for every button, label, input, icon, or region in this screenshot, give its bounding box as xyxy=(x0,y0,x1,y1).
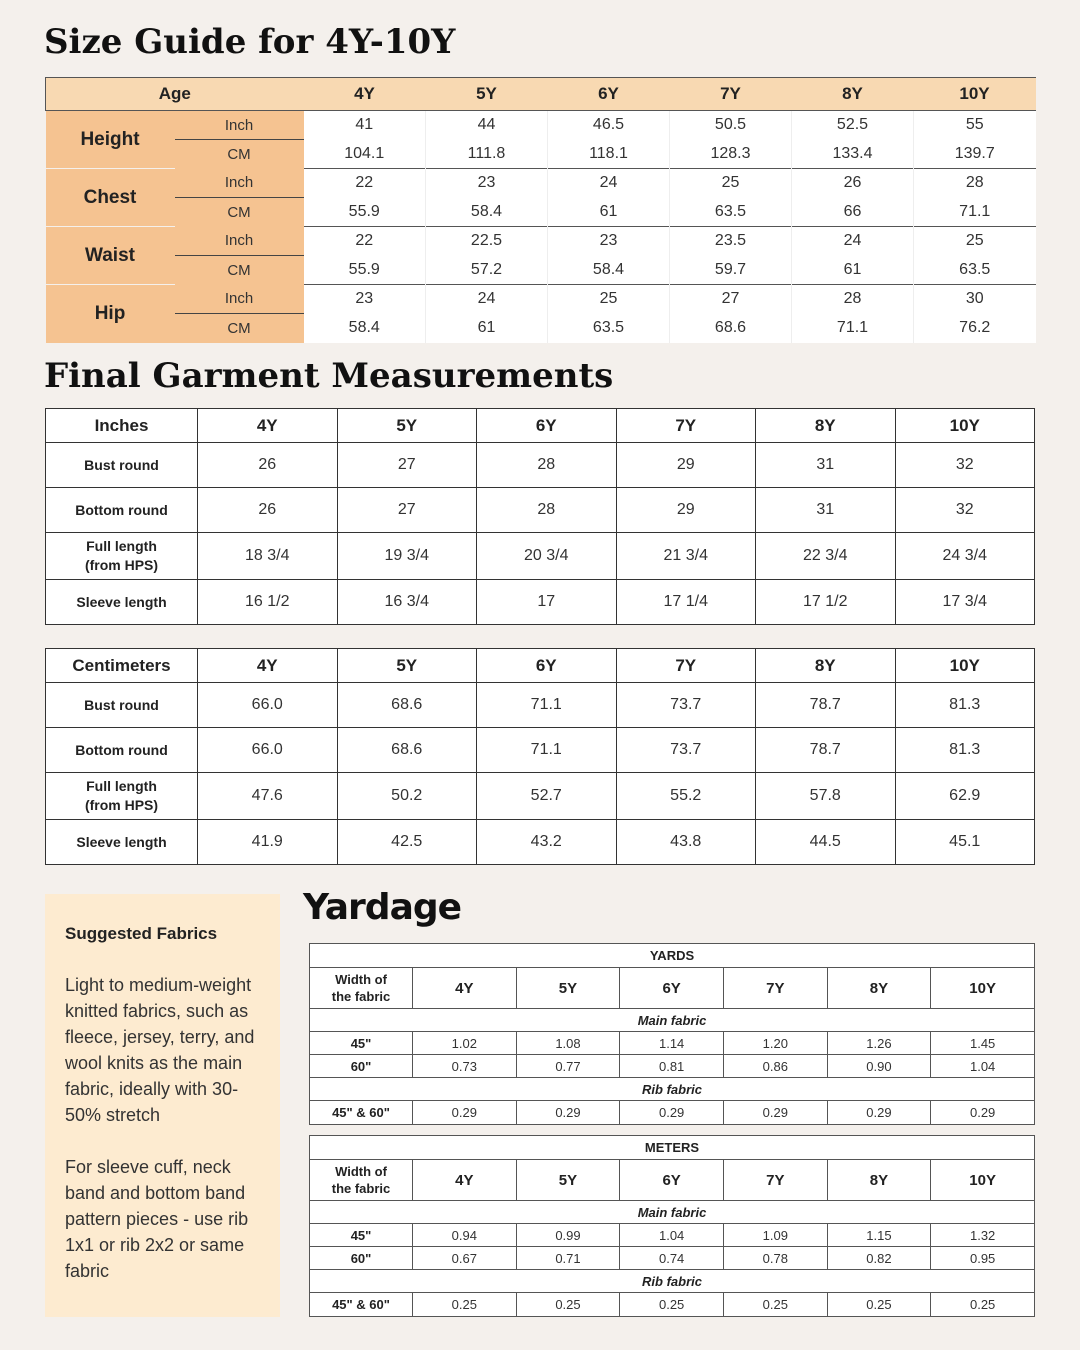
row-label xyxy=(46,443,198,488)
value-cell: 29 xyxy=(616,488,756,533)
value-cell: 16 1/2 xyxy=(198,580,338,625)
row-label xyxy=(46,728,198,773)
value-cell: 21 3/4 xyxy=(616,533,756,580)
value-cell: 68.6 xyxy=(337,683,477,728)
value-cell: 57.2 xyxy=(426,256,548,285)
row-label xyxy=(46,820,198,865)
rib-fabric-label: Rib fabric xyxy=(310,1270,1035,1293)
value-cell: 0.78 xyxy=(723,1247,827,1270)
centimeters-measurement-table xyxy=(45,648,1035,865)
value-cell: 25 xyxy=(670,169,792,198)
row-label-text: Bust round xyxy=(84,696,159,713)
size-header-6y: 6Y xyxy=(477,409,617,443)
value-cell: 55 xyxy=(914,111,1036,140)
value-cell: 55.9 xyxy=(304,198,426,227)
row-label-text: Full length xyxy=(86,778,157,794)
size-header-4y: 4Y xyxy=(413,968,517,1009)
value-cell: 28 xyxy=(477,488,617,533)
value-cell: 0.25 xyxy=(516,1293,620,1317)
size-guide-table xyxy=(45,77,1036,343)
value-cell: 59.7 xyxy=(670,256,792,285)
value-cell: 57.8 xyxy=(756,773,896,820)
value-cell: 66 xyxy=(792,198,914,227)
value-cell: 30 xyxy=(914,285,1036,314)
value-cell: 18 3/4 xyxy=(198,533,338,580)
unit-label-inch: Inch xyxy=(175,169,304,198)
value-cell: 0.25 xyxy=(620,1293,724,1317)
unit-label-cm: CM xyxy=(175,314,304,343)
value-cell: 41.9 xyxy=(198,820,338,865)
unit-label-inch: Inch xyxy=(175,227,304,256)
value-cell: 0.74 xyxy=(620,1247,724,1270)
value-cell: 0.81 xyxy=(620,1055,724,1078)
value-cell: 27 xyxy=(337,488,477,533)
value-cell: 63.5 xyxy=(914,256,1036,285)
width-row-label: 45" & 60" xyxy=(310,1293,413,1317)
row-label-text: Bottom round xyxy=(75,741,168,758)
value-cell: 1.32 xyxy=(931,1224,1035,1247)
value-cell: 27 xyxy=(670,285,792,314)
value-cell: 68.6 xyxy=(337,728,477,773)
value-cell: 0.25 xyxy=(827,1293,931,1317)
value-cell: 23.5 xyxy=(670,227,792,256)
width-label xyxy=(310,968,413,1009)
row-label-subtext: (from HPS) xyxy=(84,797,159,813)
value-cell: 62.9 xyxy=(895,773,1035,820)
suggested-fabrics-panel xyxy=(45,894,280,1317)
size-header-5y: 5Y xyxy=(516,1160,620,1201)
width-label-line1: Width of xyxy=(335,972,387,987)
value-cell: 1.26 xyxy=(827,1032,931,1055)
value-cell: 17 1/2 xyxy=(756,580,896,625)
table-row xyxy=(46,443,1035,488)
size-header-6y: 6Y xyxy=(548,78,670,111)
section-title: METERS xyxy=(310,1136,1035,1160)
value-cell: 46.5 xyxy=(548,111,670,140)
size-header-7y: 7Y xyxy=(723,968,827,1009)
size-header-4y: 4Y xyxy=(413,1160,517,1201)
value-cell: 71.1 xyxy=(477,683,617,728)
value-cell: 66.0 xyxy=(198,683,338,728)
value-cell: 66.0 xyxy=(198,728,338,773)
table-row xyxy=(310,1247,1035,1270)
row-label xyxy=(46,533,198,580)
size-header-5y: 5Y xyxy=(516,968,620,1009)
row-label xyxy=(46,580,198,625)
value-cell: 118.1 xyxy=(548,140,670,169)
value-cell: 50.5 xyxy=(670,111,792,140)
value-cell: 0.29 xyxy=(723,1101,827,1125)
value-cell: 44.5 xyxy=(756,820,896,865)
value-cell: 29 xyxy=(616,443,756,488)
value-cell: 23 xyxy=(426,169,548,198)
size-header-8y: 8Y xyxy=(827,968,931,1009)
yardage-title: Yardage xyxy=(303,887,462,928)
unit-label-cm: CM xyxy=(175,256,304,285)
value-cell: 71.1 xyxy=(914,198,1036,227)
main-fabric-description: Light to medium-weight knitted fabrics, such as fleece, jersey, terry, and wool knits as the main fabric, ideally with 30-50% stretch xyxy=(65,975,255,1125)
rib-fabric-label: Rib fabric xyxy=(310,1078,1035,1101)
value-cell: 25 xyxy=(548,285,670,314)
value-cell: 0.73 xyxy=(413,1055,517,1078)
value-cell: 0.99 xyxy=(516,1224,620,1247)
value-cell: 1.45 xyxy=(931,1032,1035,1055)
value-cell: 0.29 xyxy=(516,1101,620,1125)
value-cell: 22.5 xyxy=(426,227,548,256)
value-cell: 0.90 xyxy=(827,1055,931,1078)
main-fabric-label: Main fabric xyxy=(310,1201,1035,1224)
value-cell: 0.71 xyxy=(516,1247,620,1270)
value-cell: 1.14 xyxy=(620,1032,724,1055)
yards-table xyxy=(309,943,1035,1125)
value-cell: 25 xyxy=(914,227,1036,256)
table-row xyxy=(310,1224,1035,1247)
width-label-line1: Width of xyxy=(335,1164,387,1179)
value-cell: 1.20 xyxy=(723,1032,827,1055)
inches-measurement-table xyxy=(45,408,1035,625)
value-cell: 44 xyxy=(426,111,548,140)
value-cell: 1.04 xyxy=(620,1224,724,1247)
row-label-text: Sleeve length xyxy=(76,833,167,850)
value-cell: 111.8 xyxy=(426,140,548,169)
value-cell: 73.7 xyxy=(616,683,756,728)
unit-label-inch: Inch xyxy=(175,111,304,140)
value-cell: 24 xyxy=(792,227,914,256)
value-cell: 71.1 xyxy=(792,314,914,343)
table-row xyxy=(46,728,1035,773)
size-header-7y: 7Y xyxy=(670,78,792,111)
value-cell: 81.3 xyxy=(895,728,1035,773)
value-cell: 45.1 xyxy=(895,820,1035,865)
measure-label-height: Height xyxy=(46,111,175,169)
row-label xyxy=(46,683,198,728)
value-cell: 41 xyxy=(304,111,426,140)
row-label-text: Sleeve length xyxy=(76,593,167,610)
width-label xyxy=(310,1160,413,1201)
value-cell: 23 xyxy=(548,227,670,256)
table-row xyxy=(310,1101,1035,1125)
size-header-4y: 4Y xyxy=(198,409,338,443)
value-cell: 43.8 xyxy=(616,820,756,865)
value-cell: 0.67 xyxy=(413,1247,517,1270)
value-cell: 27 xyxy=(337,443,477,488)
table-row xyxy=(46,488,1035,533)
value-cell: 1.08 xyxy=(516,1032,620,1055)
value-cell: 0.82 xyxy=(827,1247,931,1270)
main-fabric-label: Main fabric xyxy=(310,1009,1035,1032)
value-cell: 76.2 xyxy=(914,314,1036,343)
value-cell: 73.7 xyxy=(616,728,756,773)
row-label-text: Bust round xyxy=(84,456,159,473)
size-header-10y: 10Y xyxy=(931,968,1035,1009)
value-cell: 71.1 xyxy=(477,728,617,773)
size-header-10y: 10Y xyxy=(914,78,1036,111)
table-unit-header: Inches xyxy=(46,409,198,443)
unit-label-cm: CM xyxy=(175,140,304,169)
value-cell: 58.4 xyxy=(304,314,426,343)
value-cell: 28 xyxy=(792,285,914,314)
value-cell: 68.6 xyxy=(670,314,792,343)
value-cell: 26 xyxy=(792,169,914,198)
value-cell: 0.86 xyxy=(723,1055,827,1078)
value-cell: 22 xyxy=(304,227,426,256)
table-row xyxy=(46,683,1035,728)
value-cell: 1.04 xyxy=(931,1055,1035,1078)
value-cell: 0.25 xyxy=(413,1293,517,1317)
size-header-7y: 7Y xyxy=(723,1160,827,1201)
table-row xyxy=(46,580,1035,625)
value-cell: 24 xyxy=(548,169,670,198)
size-header-7y: 7Y xyxy=(616,409,756,443)
value-cell: 139.7 xyxy=(914,140,1036,169)
value-cell: 26 xyxy=(198,443,338,488)
row-label xyxy=(46,488,198,533)
row-label-text: Full length xyxy=(86,538,157,554)
final-measurements-title: Final Garment Measurements xyxy=(44,356,614,396)
unit-label-cm: CM xyxy=(175,198,304,227)
size-header-6y: 6Y xyxy=(620,968,724,1009)
value-cell: 0.29 xyxy=(413,1101,517,1125)
table-row xyxy=(310,1055,1035,1078)
size-header-4y: 4Y xyxy=(304,78,426,111)
value-cell: 22 3/4 xyxy=(756,533,896,580)
value-cell: 78.7 xyxy=(756,728,896,773)
unit-label-inch: Inch xyxy=(175,285,304,314)
value-cell: 0.95 xyxy=(931,1247,1035,1270)
table-row xyxy=(310,1032,1035,1055)
value-cell: 81.3 xyxy=(895,683,1035,728)
value-cell: 63.5 xyxy=(670,198,792,227)
size-header-5y: 5Y xyxy=(337,649,477,683)
value-cell: 23 xyxy=(304,285,426,314)
value-cell: 28 xyxy=(477,443,617,488)
size-header-8y: 8Y xyxy=(756,409,896,443)
width-row-label: 60" xyxy=(310,1247,413,1270)
size-guide-title: Size Guide for 4Y-10Y xyxy=(44,22,456,62)
measure-label-hip: Hip xyxy=(46,285,175,343)
table-row xyxy=(310,1293,1035,1317)
value-cell: 17 xyxy=(477,580,617,625)
width-row-label: 60" xyxy=(310,1055,413,1078)
value-cell: 1.09 xyxy=(723,1224,827,1247)
row-label-subtext: (from HPS) xyxy=(84,557,159,573)
value-cell: 42.5 xyxy=(337,820,477,865)
section-title: YARDS xyxy=(310,944,1035,968)
table-unit-header: Centimeters xyxy=(46,649,198,683)
value-cell: 1.15 xyxy=(827,1224,931,1247)
value-cell: 55.9 xyxy=(304,256,426,285)
size-header-8y: 8Y xyxy=(756,649,896,683)
value-cell: 47.6 xyxy=(198,773,338,820)
value-cell: 0.29 xyxy=(620,1101,724,1125)
value-cell: 78.7 xyxy=(756,683,896,728)
value-cell: 58.4 xyxy=(426,198,548,227)
value-cell: 31 xyxy=(756,443,896,488)
size-header-7y: 7Y xyxy=(616,649,756,683)
size-header-8y: 8Y xyxy=(792,78,914,111)
value-cell: 61 xyxy=(792,256,914,285)
width-row-label: 45" & 60" xyxy=(310,1101,413,1125)
size-header-6y: 6Y xyxy=(477,649,617,683)
value-cell: 20 3/4 xyxy=(477,533,617,580)
width-row-label: 45" xyxy=(310,1224,413,1247)
value-cell: 104.1 xyxy=(304,140,426,169)
meters-table xyxy=(309,1135,1035,1317)
table-row xyxy=(46,820,1035,865)
value-cell: 0.25 xyxy=(723,1293,827,1317)
table-row xyxy=(46,773,1035,820)
size-header-10y: 10Y xyxy=(895,649,1035,683)
value-cell: 32 xyxy=(895,443,1035,488)
value-cell: 133.4 xyxy=(792,140,914,169)
value-cell: 52.7 xyxy=(477,773,617,820)
value-cell: 55.2 xyxy=(616,773,756,820)
value-cell: 52.5 xyxy=(792,111,914,140)
value-cell: 0.29 xyxy=(827,1101,931,1125)
value-cell: 61 xyxy=(426,314,548,343)
value-cell: 0.29 xyxy=(931,1101,1035,1125)
value-cell: 58.4 xyxy=(548,256,670,285)
value-cell: 128.3 xyxy=(670,140,792,169)
size-header-5y: 5Y xyxy=(337,409,477,443)
size-header-5y: 5Y xyxy=(426,78,548,111)
value-cell: 32 xyxy=(895,488,1035,533)
value-cell: 0.25 xyxy=(931,1293,1035,1317)
rib-fabric-description: For sleeve cuff, neck band and bottom band pattern pieces - use rib 1x1 or rib 2x2 or same fabric xyxy=(65,1157,249,1281)
value-cell: 19 3/4 xyxy=(337,533,477,580)
value-cell: 22 xyxy=(304,169,426,198)
width-row-label: 45" xyxy=(310,1032,413,1055)
age-header: Age xyxy=(46,78,304,111)
value-cell: 43.2 xyxy=(477,820,617,865)
row-label xyxy=(46,773,198,820)
value-cell: 1.02 xyxy=(413,1032,517,1055)
value-cell: 31 xyxy=(756,488,896,533)
size-header-10y: 10Y xyxy=(895,409,1035,443)
size-header-4y: 4Y xyxy=(198,649,338,683)
row-label-text: Bottom round xyxy=(75,501,168,518)
value-cell: 0.94 xyxy=(413,1224,517,1247)
value-cell: 63.5 xyxy=(548,314,670,343)
value-cell: 28 xyxy=(914,169,1036,198)
value-cell: 61 xyxy=(548,198,670,227)
size-header-6y: 6Y xyxy=(620,1160,724,1201)
size-header-10y: 10Y xyxy=(931,1160,1035,1201)
size-header-8y: 8Y xyxy=(827,1160,931,1201)
suggested-fabrics-heading: Suggested Fabrics xyxy=(65,924,218,943)
width-label-line2: the fabric xyxy=(331,989,391,1004)
value-cell: 16 3/4 xyxy=(337,580,477,625)
measure-label-chest: Chest xyxy=(46,169,175,227)
value-cell: 50.2 xyxy=(337,773,477,820)
width-label-line2: the fabric xyxy=(331,1181,391,1196)
value-cell: 24 xyxy=(426,285,548,314)
value-cell: 24 3/4 xyxy=(895,533,1035,580)
value-cell: 0.77 xyxy=(516,1055,620,1078)
table-row xyxy=(46,533,1035,580)
value-cell: 17 3/4 xyxy=(895,580,1035,625)
value-cell: 26 xyxy=(198,488,338,533)
measure-label-waist: Waist xyxy=(46,227,175,285)
value-cell: 17 1/4 xyxy=(616,580,756,625)
